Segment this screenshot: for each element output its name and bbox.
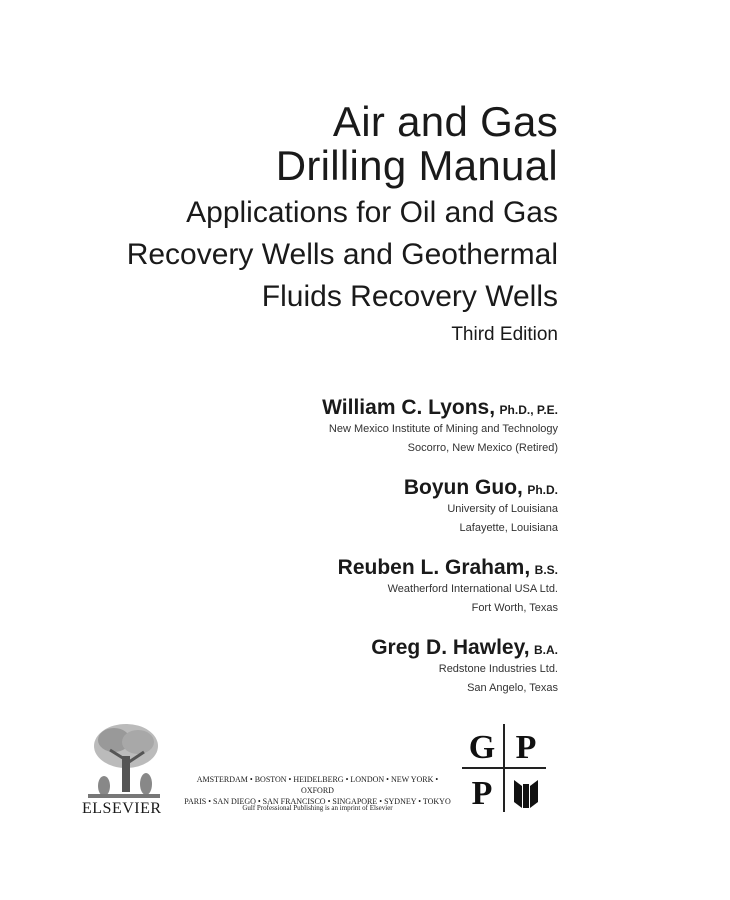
publisher-cities — [180, 774, 455, 807]
author-name: William C. Lyons, — [322, 396, 496, 419]
author-entry — [158, 396, 558, 458]
author-affiliation: Weatherford International USA Ltd. — [387, 583, 558, 595]
author-entry — [158, 556, 558, 618]
gpp-letter-g: G — [468, 729, 496, 766]
author-location: San Angelo, Texas — [467, 682, 558, 694]
author-location: Fort Worth, Texas — [471, 602, 558, 614]
gpp-letter-p-bottom: P — [471, 775, 493, 812]
edition-label: Third Edition — [451, 324, 558, 345]
author-degree: Ph.D. — [527, 483, 558, 497]
gpp-grid — [462, 724, 546, 812]
author-affiliation: Redstone Industries Ltd. — [438, 663, 558, 675]
author-entry — [158, 476, 558, 538]
book-icon — [514, 780, 538, 808]
author-name: Reuben L. Graham, — [337, 556, 531, 579]
author-affiliation: University of Louisiana — [447, 503, 558, 515]
author-degree: B.A. — [534, 643, 558, 657]
subtitle-line-1: Applications for Oil and Gas — [186, 196, 558, 229]
author-entry — [158, 636, 558, 698]
subtitle-line-3: Fluids Recovery Wells — [261, 280, 558, 313]
elsevier-tree-icon — [84, 720, 164, 800]
author-degree: B.S. — [534, 563, 558, 577]
imprint-note: Gulf Professional Publishing is an imprint of Elsevier — [242, 804, 393, 812]
author-degree: Ph.D., P.E. — [499, 403, 558, 417]
title-block — [38, 100, 558, 346]
title-line-1: Air and Gas — [332, 98, 558, 145]
author-name: Greg D. Hawley, — [371, 636, 530, 659]
author-list — [158, 396, 558, 716]
cities-line-1: AMSTERDAM • BOSTON • HEIDELBERG • LONDON • NEW YORK • OXFORD — [196, 775, 439, 795]
publisher-footer — [0, 712, 730, 832]
author-location: Socorro, New Mexico (Retired) — [407, 442, 558, 454]
gpp-logo — [462, 724, 546, 812]
author-location: Lafayette, Louisiana — [459, 522, 558, 534]
gpp-letter-p-top: P — [515, 729, 537, 766]
cities-line-2: PARIS • SAN DIEGO • SAN FRANCISCO • SINGAPORE • SYDNEY • TOKYO — [184, 797, 451, 806]
author-affiliation: New Mexico Institute of Mining and Technology — [328, 423, 558, 435]
elsevier-wordmark: ELSEVIER — [82, 800, 162, 817]
title-line-2: Drilling Manual — [275, 142, 558, 189]
author-name: Boyun Guo, — [403, 476, 523, 499]
subtitle-line-2: Recovery Wells and Geothermal — [126, 238, 558, 271]
